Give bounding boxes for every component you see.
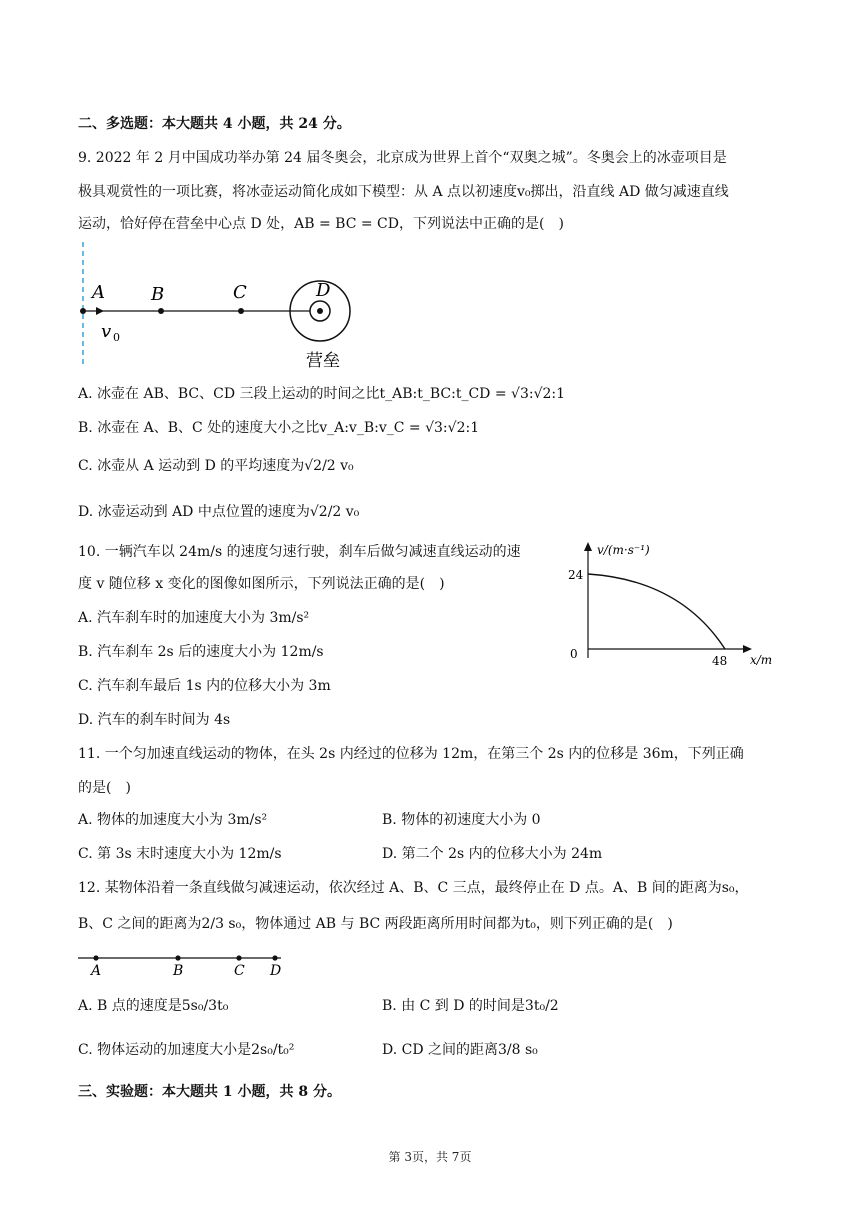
q12-option-a: A. B 点的速度是5s₀/3t₀ [78, 998, 229, 1014]
point-a [80, 308, 86, 314]
q10-option-b: B. 汽车刹车 2s 后的速度大小为 12m/s [78, 644, 324, 660]
y-axis-arrow-icon [584, 542, 592, 551]
page-footer: 第 3页，共 7页 [388, 1150, 472, 1164]
q11-text-line1: 11. 一个匀加速直线运动的物体，在头 2s 内经过的位移为 12m，在第三个 2s 内的位移是 36m，下列正确 [78, 746, 744, 762]
x-axis-label: x/m [750, 653, 773, 667]
q9-text-line1: 9. 2022 年 2 月中国成功举办第 24 届冬奥会，北京成为世界上首个“双奥之城”。冬奥会上的冰壶项目是 [78, 150, 727, 166]
q11-option-a: A. 物体的加速度大小为 3m/s² [78, 812, 268, 828]
label-v0-subscript: 0 [113, 331, 120, 344]
label-b: B [151, 284, 165, 305]
label-a: A [92, 282, 105, 303]
arrow-icon [96, 307, 104, 315]
q9-text-line2: 极具观赏性的一项比赛，将冰壶运动简化成如下模型：从 A 点以初速度v₀掷出，沿直线 AD 做匀减速直线 [78, 184, 729, 200]
point-b [158, 308, 164, 314]
label-b: B [173, 963, 184, 979]
section-heading: 二、多选题：本大题共 4 小题，共 24 分。 [78, 116, 351, 132]
label-a: A [91, 963, 102, 979]
label-v0: v [101, 321, 112, 342]
q11-option-b: B. 物体的初速度大小为 0 [382, 812, 541, 828]
q12-segment-figure [76, 948, 296, 980]
point-a [93, 955, 98, 960]
q9-curling-figure [70, 240, 370, 375]
q9-text-line3: 运动，恰好停在营垒中心点 D 处，AB = BC = CD，下列说法中正确的是( ) [78, 216, 564, 232]
point-c [238, 308, 244, 314]
point-b [175, 955, 180, 960]
q12-text-line1: 12. 某物体沿着一条直线做匀减速运动，依次经过 A、B、C 三点，最终停止在 D 点。A、B 间的距离为s₀， [78, 880, 749, 896]
y-tick-24: 24 [568, 568, 584, 582]
q11-option-c: C. 第 3s 末时速度大小为 12m/s [78, 846, 282, 862]
q10-option-d: D. 汽车的刹车时间为 4s [78, 712, 231, 728]
q12-option-b: B. 由 C 到 D 的时间是3t₀/2 [382, 998, 559, 1014]
q10-option-a: A. 汽车刹车时的加速度大小为 3m/s² [78, 610, 310, 626]
label-camp: 营垒 [306, 351, 340, 371]
v-x-curve [588, 574, 725, 649]
label-d: D [316, 280, 331, 301]
label-d: D [270, 963, 282, 979]
q9-option-d: D. 冰壶运动到 AD 中点位置的速度为√2/2 v₀ [78, 504, 360, 520]
q10-text-line1: 10. 一辆汽车以 24m/s 的速度匀速行驶，刹车后做匀减速直线运动的速 [78, 544, 521, 560]
point-c [236, 955, 241, 960]
q12-text-line2: B、C 之间的距离为2/3 s₀，物体通过 AB 与 BC 两段距离所用时间都为t₀，则下列正确的是( ) [78, 916, 673, 932]
label-c: C [233, 282, 247, 303]
origin-label: 0 [570, 647, 578, 661]
q9-option-c: C. 冰壶从 A 运动到 D 的平均速度为√2/2 v₀ [78, 458, 354, 474]
q12-option-c: C. 物体运动的加速度大小是2s₀/t₀² [78, 1042, 295, 1058]
q9-option-b: B. 冰壶在 A、B、C 处的速度大小之比v_A:v_B:v_C = √3:√2:1 [78, 420, 480, 436]
q11-option-d: D. 第二个 2s 内的位移大小为 24m [382, 846, 603, 862]
q10-v-x-graph [560, 538, 790, 668]
label-c: C [234, 963, 245, 979]
q10-text-line2: 度 v 随位移 x 变化的图像如图所示，下列说法正确的是( ) [78, 576, 445, 592]
q12-option-d: D. CD 之间的距离3/8 s₀ [382, 1042, 538, 1058]
point-d [272, 955, 277, 960]
q11-text-line2: 的是( ) [78, 780, 131, 796]
q9-option-a: A. 冰壶在 AB、BC、CD 三段上运动的时间之比t_AB:t_BC:t_CD = √3:√2:1 [78, 386, 566, 402]
x-tick-48: 48 [712, 654, 728, 668]
x-axis-arrow-icon [743, 645, 752, 653]
point-d [317, 308, 323, 314]
y-axis-label: v/(m·s⁻¹) [597, 543, 650, 557]
section-heading: 三、实验题：本大题共 1 小题，共 8 分。 [78, 1084, 341, 1100]
q10-option-c: C. 汽车刹车最后 1s 内的位移大小为 3m [78, 678, 331, 694]
